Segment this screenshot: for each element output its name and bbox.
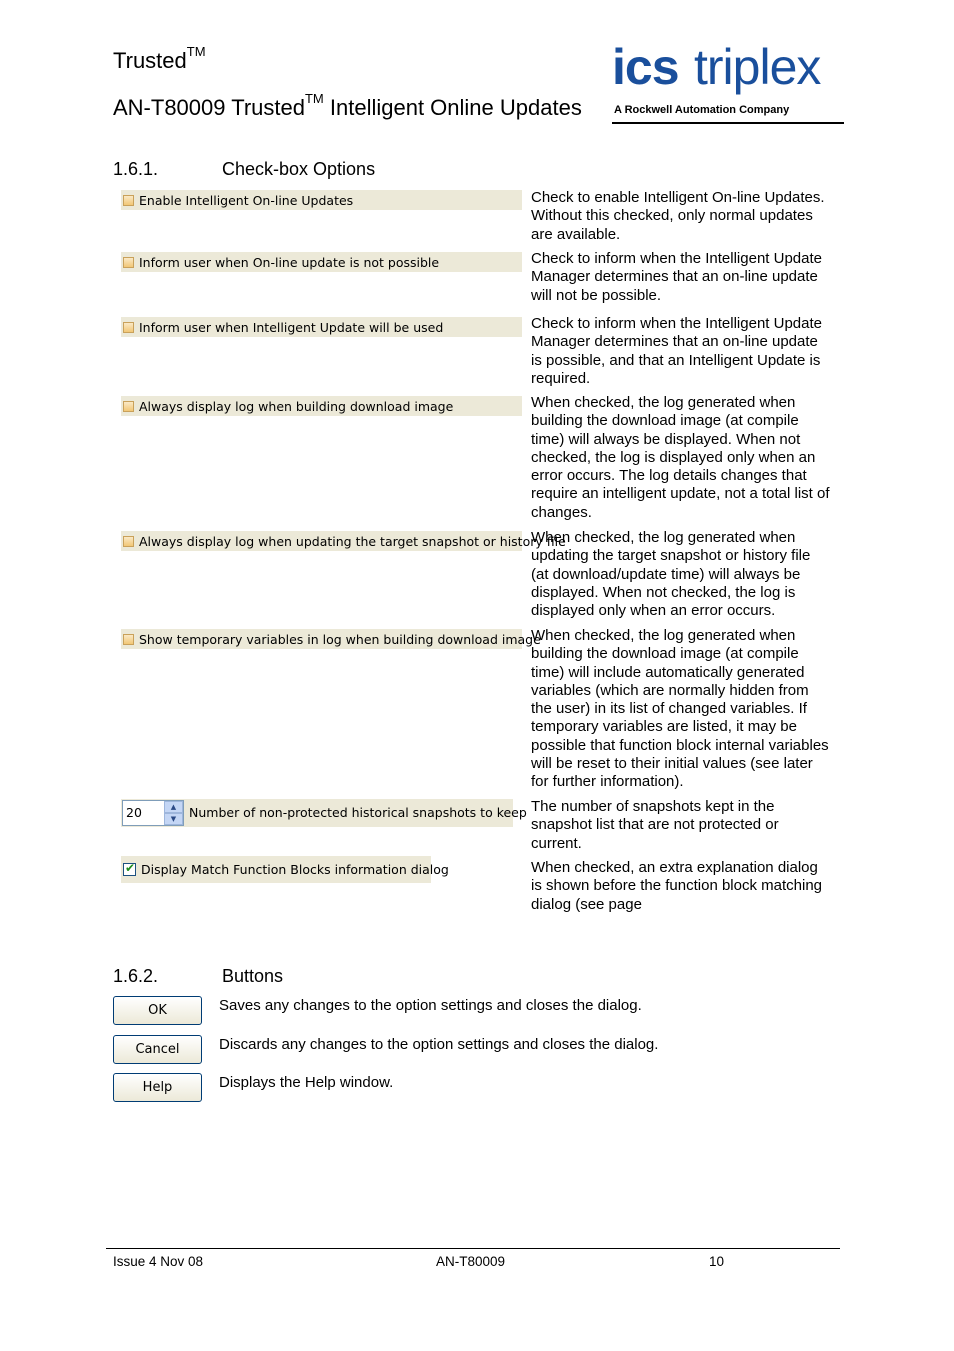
option-description: When checked, the log generated when updating the target snapshot or history file (at download/update time) will always be displayed. When not checked, the log is displayed only when an error occurs. (531, 529, 811, 620)
option-show-temp-variables[interactable] (121, 629, 541, 649)
spinner-up-icon[interactable]: ▲ (164, 801, 183, 813)
brand-title: Trusted™ (113, 44, 206, 73)
footer-doc-id: AN-T80009 (436, 1254, 506, 1269)
footer-issue: Issue 4 Nov 08 (113, 1254, 204, 1269)
checkbox-icon[interactable] (123, 536, 134, 547)
spinner-label: Number of non-protected historical snapshots to keep (189, 805, 527, 820)
button-description: Saves any changes to the option settings and closes the dialog. (219, 997, 642, 1014)
snapshot-count-spinner[interactable] (122, 800, 184, 826)
option-always-log-download[interactable] (121, 396, 522, 416)
option-label: Always display log when updating the target snapshot or history file (139, 533, 566, 549)
doc-title: AN-T80009 Trusted™ Intelligent Online Updates (113, 91, 582, 120)
company-logo (612, 39, 844, 124)
option-enable-intelligent-updates[interactable] (121, 190, 522, 210)
checkbox-icon[interactable] (123, 634, 134, 645)
option-description: Check to inform when the Intelligent Update Manager determines that an on-line update is possible, and that an Intelligent Update is required. (531, 315, 822, 387)
spinner-value[interactable]: 20 (126, 805, 142, 820)
option-label: Inform user when Intelligent Update will be used (139, 319, 444, 335)
option-inform-intelligent-used[interactable] (121, 317, 522, 337)
trademark-sup: TM (186, 44, 206, 59)
logo-ics-text: ics (612, 39, 679, 95)
section-number: 1.6.2. (113, 966, 159, 986)
option-inform-online-not-possible[interactable] (121, 252, 522, 272)
footer-page-number: 10 (709, 1254, 725, 1269)
option-label: Always display log when building download image (139, 398, 454, 414)
option-description: When checked, the log generated when building the download image (at compile time) will include automatically generated variables (which are normally hidden from the user) in its list of changed variables. If temporary variables are listed, it may be possible that function block internal variables will be reset to their initial values (see later for further information). (531, 627, 829, 791)
section-title: Check-box Options (222, 159, 376, 179)
footer-rule (106, 1248, 840, 1249)
button-description: Discards any changes to the option settings and closes the dialog. (219, 1036, 659, 1053)
option-always-log-snapshot[interactable] (121, 531, 566, 551)
option-description: When checked, the log generated when building the download image (at compile time) will always be displayed. When not checked, the log is displayed only when an error occurs. The log details changes that require an intelligent update, not a total list of changes. (531, 394, 830, 521)
trademark-sup: TM (304, 91, 324, 106)
option-description: Check to enable Intelligent On-line Updates. Without this checked, only normal updates are available. (531, 189, 825, 243)
checkbox-checked-icon[interactable] (123, 863, 136, 876)
cancel-button[interactable]: Cancel (113, 1035, 202, 1064)
ok-button[interactable]: OK (113, 996, 202, 1025)
option-label: Display Match Function Blocks information dialog (141, 862, 449, 877)
logo-subtitle: A Rockwell Automation Company (614, 104, 790, 116)
checkbox-icon[interactable] (123, 195, 134, 206)
option-description: Check to inform when the Intelligent Update Manager determines that an on-line update will not be possible. (531, 250, 822, 304)
option-label: Enable Intelligent On-line Updates (139, 192, 354, 208)
section-number: 1.6.1. (113, 159, 159, 179)
checkbox-icon[interactable] (123, 257, 134, 268)
help-button[interactable]: Help (113, 1073, 202, 1102)
spinner-down-icon[interactable]: ▼ (164, 813, 183, 825)
spinner-description: The number of snapshots kept in the snapshot list that are not protected or current. (531, 798, 779, 852)
checkbox-icon[interactable] (123, 322, 134, 333)
header-rule (612, 122, 844, 124)
option-description: When checked, an extra explanation dialog is shown before the function block matching dialog (see page (531, 859, 822, 913)
option-label: Show temporary variables in log when building download image (139, 631, 541, 647)
option-label: Inform user when On-line update is not possible (139, 254, 440, 270)
checkbox-icon[interactable] (123, 401, 134, 412)
logo-triplex-text: triplex (694, 39, 821, 95)
button-description: Displays the Help window. (219, 1074, 394, 1091)
section-title: Buttons (222, 966, 284, 986)
option-display-match-dialog[interactable] (121, 856, 449, 883)
